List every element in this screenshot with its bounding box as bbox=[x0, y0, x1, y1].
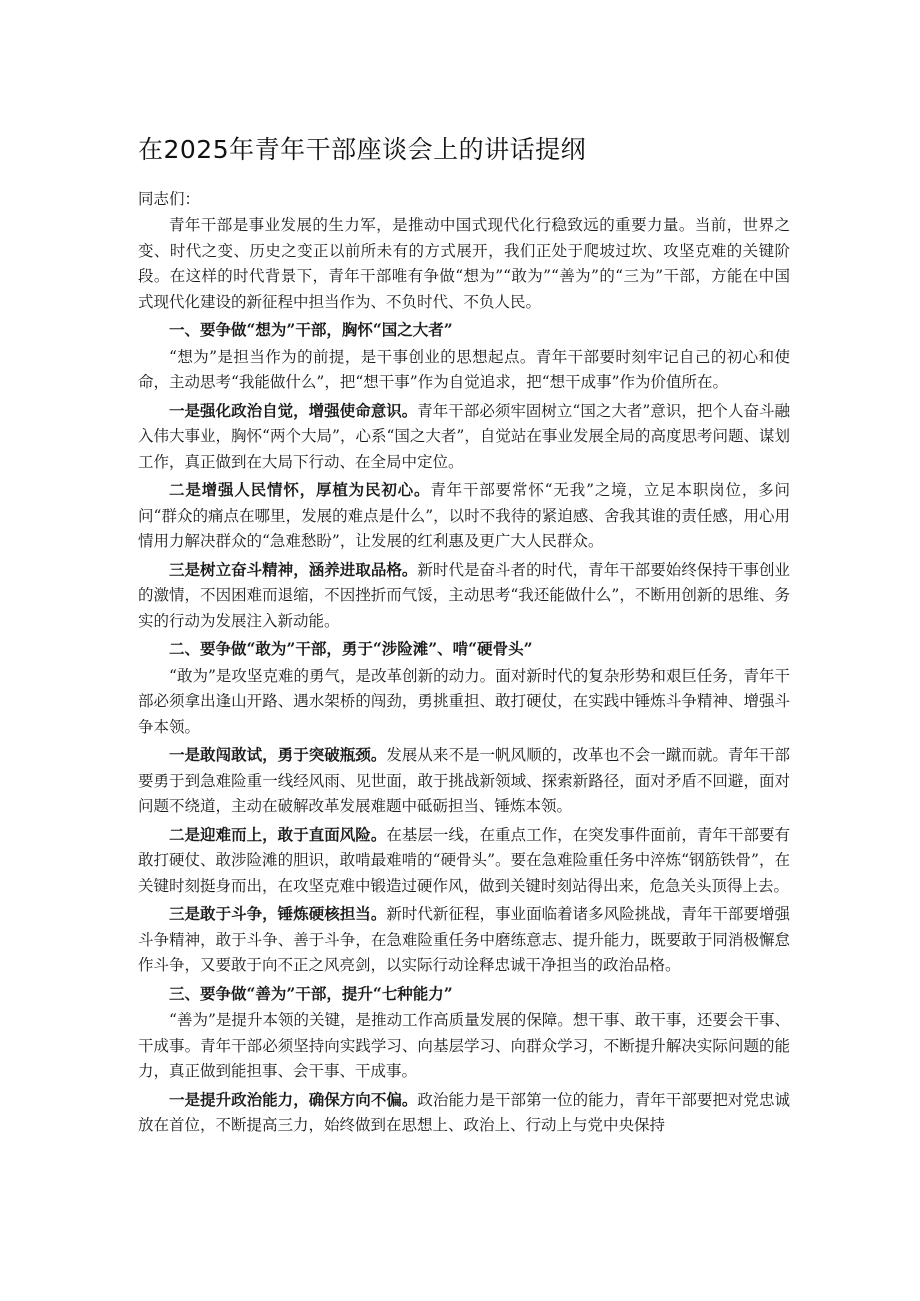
point-lead: 一是提升政治能力，确保方向不偏。 bbox=[169, 1089, 418, 1109]
point-text: 政治能力是干部第一位的能力，青年干部要把对党忠诚放在首位，不断提高三力，始终做到在思想上、政治上、行动上与党中央保持 bbox=[138, 1090, 790, 1134]
section-intro: “善为”是提升本领的关键，是推动工作高质量发展的保障。想干事、敢干事，还要会干事、干成事。青年干部必须坚持向实践学习、向基层学习、向群众学习，不断提升解决实际问题的能力，真正做到能担事、会干事、干成事。 bbox=[138, 1011, 790, 1080]
point-text: 新时代是奋斗者的时代，青年干部要始终保持干事创业的激情，不因困难而退缩，不因挫折而气馁，主动思考“我还能做什么”，不断用创新的思维、务实的行动为发展注入新动能。 bbox=[138, 560, 790, 630]
point-paragraph bbox=[138, 398, 790, 476]
section-heading: 三、要争做“善为”干部，提升“七种能力” bbox=[169, 983, 453, 1003]
point-lead: 三是敢于斗争，锤炼硬核担当。 bbox=[169, 904, 387, 923]
point-lead: 二是增强人民情怀，厚植为民初心。 bbox=[169, 480, 431, 499]
point-paragraph bbox=[138, 901, 790, 979]
point-lead: 一是强化政治自觉，增强使命意识。 bbox=[169, 400, 418, 420]
document-title: 在2025年青年干部座谈会上的讲话提纲 bbox=[138, 135, 587, 164]
point-lead: 一是敢闯敢试，勇于突破瓶颈。 bbox=[169, 745, 387, 764]
point-paragraph bbox=[138, 557, 790, 635]
point-paragraph bbox=[138, 742, 790, 820]
point-text: 青年干部必须牢固树立“国之大者”意识，把个人奋斗融入伟大事业，胸怀“两个大局”，心系“国之大者”，自觉站在事业发展全局的高度思考问题、谋划工作，真正做到在大局下行动、在全局中定位。 bbox=[138, 401, 790, 471]
section-heading: 二、要争做“敢为”干部，勇于“涉险滩”、啃“硬骨头” bbox=[169, 639, 533, 658]
section-intro: “敢为”是攻坚克难的勇气，是改革创新的动力。面对新时代的复杂形势和艰巨任务，青年干部必须拿出逢山开路、遇水架桥的闯劲，勇挑重担、敢打硬仗，在实践中锤炼斗争精神、增强斗争本领。 bbox=[138, 666, 790, 736]
section-intro: “想为”是担当作为的前提，是干事创业的思想起点。青年干部要时刻牢记自己的初心和使命，主动思考“我能做什么”，把“想干事”作为自觉追求，把“想干成事”作为价值所在。 bbox=[138, 347, 790, 391]
point-text: 发展从来不是一帆风顺的，改革也不会一蹴而就。青年干部要勇于到急难险重一线经风雨、见世面，敢于挑战新领域、探索新路径，面对矛盾不回避，面对问题不绕道，主动在破解改革发展难题中砥砺担当、锤炼本领。 bbox=[138, 746, 790, 815]
point-text: 在基层一线，在重点工作，在突发事件面前，青年干部要有敢打硬仗、敢涉险滩的胆识，敢啃最难啃的“硬骨头”。要在急难险重任务中淬炼“钢筋铁骨”，在关键时刻挺身而出，在攻坚克难中锻造过硬作风，做到关键时刻站得出来，危急关头顶得上去。 bbox=[138, 825, 790, 895]
point-text: 新时代新征程，事业面临着诸多风险挑战，青年干部要增强斗争精神，敢于斗争、善于斗争，在急难险重任务中磨练意志、提升能力，既要敢于同消极懈怠作斗争，又要敢于向不正之风亮剑，以实际行动诠释忠诚干净担当的政治品格。 bbox=[138, 905, 790, 974]
point-paragraph bbox=[138, 477, 790, 555]
point-paragraph bbox=[138, 1087, 790, 1139]
salutation: 同志们： bbox=[138, 190, 201, 208]
intro-paragraph: 青年干部是事业发展的生力军，是推动中国式现代化行稳致远的重要力量。当前，世界之变、时代之变、历史之变正以前所未有的方式展开，我们正处于爬坡过坎、攻坚克难的关键阶段。在这样的时代背景下，青年干部唯有争做“想为”“敢为”“善为”的“三为”干部，方能在中国式现代化建设的新征程中担当作为、不负时代、不负人民。 bbox=[138, 216, 790, 311]
point-paragraph bbox=[138, 822, 790, 900]
document-page bbox=[138, 130, 790, 1141]
point-text: 青年干部要常怀“无我”之境，立足本职岗位，多问问“群众的痛点在哪里，发展的难点是什么”，以时不我待的紧迫感、舍我其谁的责任感，用心用情用力解决群众的“急难愁盼”，让发展的红利惠及更广大人民群众。 bbox=[138, 481, 790, 550]
point-lead: 二是迎难而上，敢于直面风险。 bbox=[169, 824, 387, 844]
point-lead: 三是树立奋斗精神，涵养进取品格。 bbox=[169, 559, 418, 579]
section-heading: 一、要争做“想为”干部，胸怀“国之大者” bbox=[169, 320, 453, 339]
